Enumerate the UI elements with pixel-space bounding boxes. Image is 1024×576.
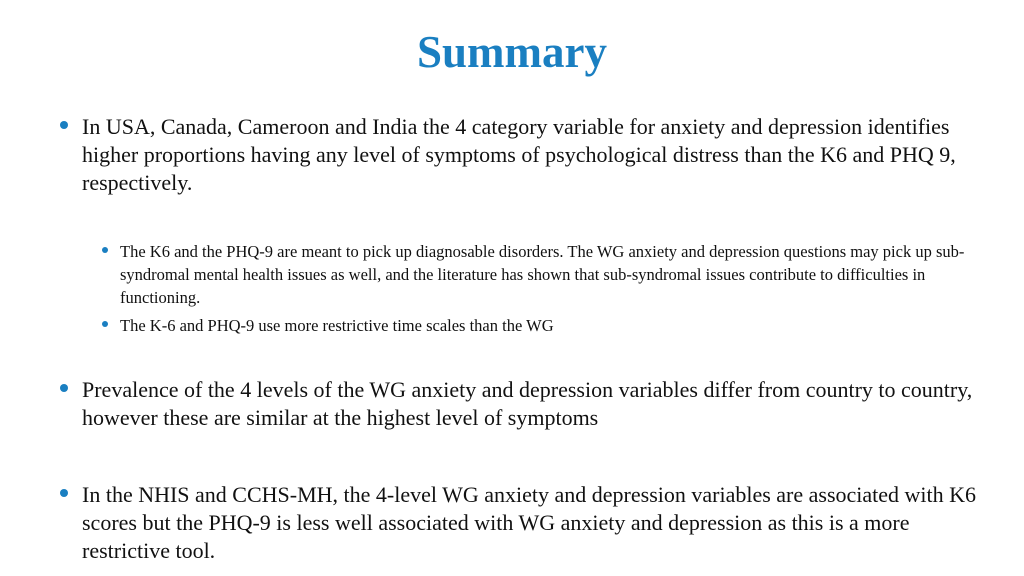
bullet-text: In the NHIS and CCHS-MH, the 4-level WG anxiety and depression variables are associated with K6 scores but the PHQ-9 is less well associated with WG anxiety and depression as this is a more restrictive tool. [82, 482, 977, 563]
slide-title: Summary [417, 27, 607, 77]
bullet-item [60, 376, 990, 432]
sub-bullet-text: The K-6 and PHQ-9 use more restrictive time scales than the WG [120, 316, 554, 335]
sub-bullet-text: The K6 and the PHQ-9 are meant to pick up diagnosable disorders. The WG anxiety and depression questions may pick up sub-syndromal mental health issues as well, and the literature has shown that sub-syndromal issues contribute to difficulties in functioning. [120, 242, 965, 307]
bullet-icon [102, 321, 108, 327]
bullet-text: Prevalence of the 4 levels of the WG anxiety and depression variables differ from country to country, however these are similar at the highest level of symptoms [82, 377, 973, 430]
bullet-icon [60, 121, 68, 129]
bullet-icon [102, 247, 108, 253]
bullet-icon [60, 489, 68, 497]
bullet-icon [60, 384, 68, 392]
bullet-item [60, 113, 990, 197]
bullet-item [60, 481, 990, 565]
sub-bullet-item [102, 314, 982, 337]
sub-bullet-item [102, 240, 982, 309]
bullet-text: In USA, Canada, Cameroon and India the 4 category variable for anxiety and depression identifies higher proportions having any level of symptoms of psychological distress than the K6 and PHQ 9, respectively. [82, 114, 956, 195]
